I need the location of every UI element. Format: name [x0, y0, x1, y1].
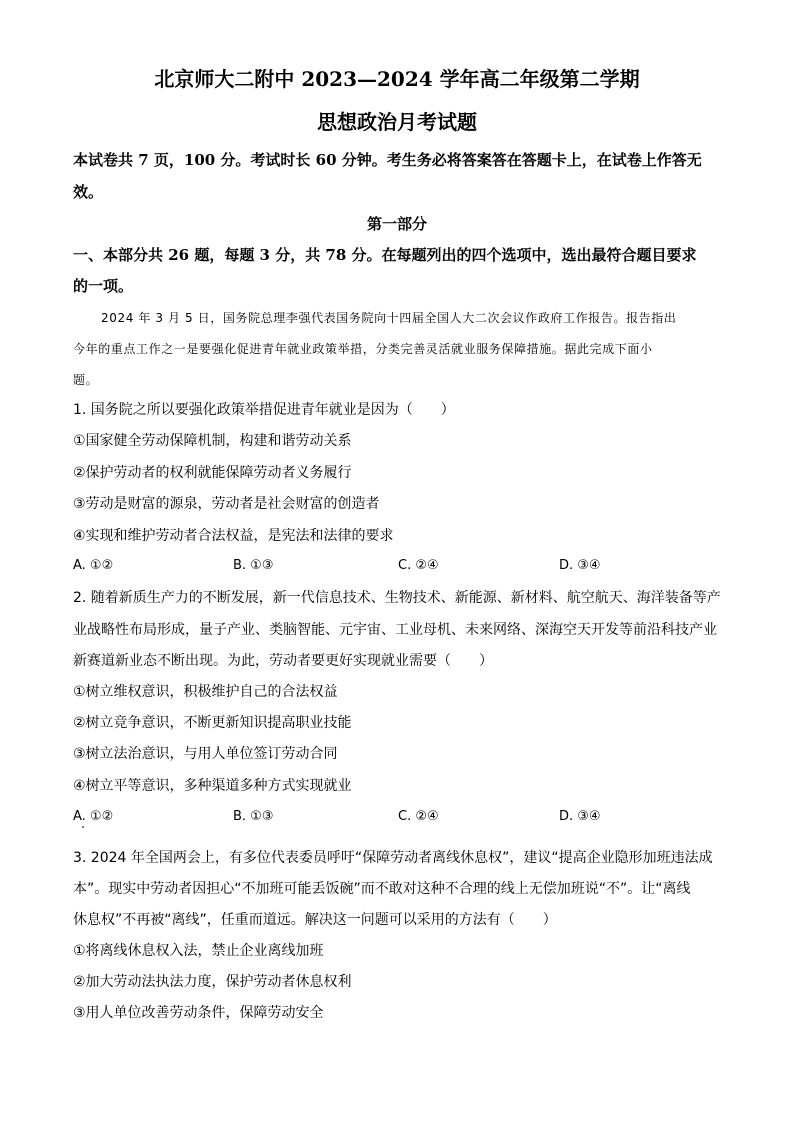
question-1-option-b: B. ①③: [233, 558, 274, 573]
exam-subtitle: 思想政治月考试题: [317, 110, 477, 134]
question-1-item-2: ②保护劳动者的权利就能保障劳动者义务履行: [73, 465, 352, 481]
question-1-option-d: D. ③④: [559, 558, 601, 573]
question-1-item-1: ①国家健全劳动保障机制，构建和谐劳动关系: [73, 433, 352, 449]
question-2-stem-line-1: 2. 随着新质生产力的不断发展，新一代信息技术、生物技术、新能源、新材料、航空航天、海洋装备等产: [73, 590, 721, 606]
question-2-option-a: A. ①②: [73, 809, 114, 824]
passage-line-2: 今年的重点工作之一是要强化促进青年就业政策举措，分类完善灵活就业服务保障措施。据此完成下面小: [73, 342, 653, 356]
question-2-item-3: ③树立法治意识，与用人单位签订劳动合同: [73, 746, 338, 762]
question-3-stem-line-3: 休息权”不再被“离线”，任重而道远。解决这一问题可以采用的方法有（ ）: [73, 912, 557, 928]
question-2-option-b: B. ①③: [233, 809, 274, 824]
instructions-line-1: 本试卷共 7 页，100 分。考试时长 60 分钟。考生务必将答案答在答题卡上，在试卷上作答无: [73, 151, 702, 169]
question-2-option-c: C. ②④: [398, 809, 439, 824]
exam-title: 北京师大二附中 2023—2024 学年高二年级第二学期: [154, 67, 640, 91]
question-3-stem-line-2: 本”。现实中劳动者因担心“不加班可能丢饭碗”而不敢对这种不合理的线上无偿加班说“不”。让“离线: [73, 881, 691, 897]
question-1-item-4: ④实现和维护劳动者合法权益，是宪法和法律的要求: [73, 528, 394, 544]
question-1-stem: 1. 国务院之所以要强化政策举措促进青年就业是因为（ ）: [73, 402, 455, 418]
question-3-stem-line-1: 3. 2024 年全国两会上，有多位代表委员呼吁“保障劳动者离线休息权”，建议“提高企业隐形加班违法成: [73, 850, 713, 866]
question-2-item-4: ④树立平等意识，多种渠道多种方式实现就业: [73, 778, 352, 794]
passage-line-3: 题。: [73, 373, 99, 387]
part-title: 第一部分: [366, 215, 427, 233]
question-1-item-3: ③劳动是财富的源泉，劳动者是社会财富的创造者: [73, 496, 380, 512]
passage-line-1: 2024 年 3 月 5 日，国务院总理李强代表国务院向十四届全国人大二次会议作政府工作报告。报告指出: [101, 311, 677, 325]
question-2-item-1: ①树立维权意识，积极维护自己的合法权益: [73, 684, 338, 700]
question-3-item-1: ①将离线休息权入法，禁止企业离线加班: [73, 943, 324, 959]
question-3-item-3: ③用人单位改善劳动条件，保障劳动安全: [73, 1005, 324, 1021]
question-1-option-a: A. ①②: [73, 558, 114, 573]
question-3-item-2: ②加大劳动法执法力度，保护劳动者休息权利: [73, 974, 352, 990]
question-1-option-c: C. ②④: [398, 558, 439, 573]
question-2-option-d: D. ③④: [559, 809, 601, 824]
section-description-line-2: 的一项。: [73, 277, 134, 295]
question-2-stem-line-2: 业战略性布局形成，量子产业、类脑智能、元宇宙、工业母机、未来网络、深海空天开发等前沿科技产业: [73, 622, 717, 638]
scan-dot-mark: [82, 826, 84, 828]
instructions-line-2: 效。: [73, 183, 104, 201]
question-2-stem-line-3: 新赛道新业态不断出现。为此，劳动者要更好实现就业需要（ ）: [73, 653, 493, 669]
section-description-line-1: 一、本部分共 26 题，每题 3 分，共 78 分。在每题列出的四个选项中，选出最符合题目要求: [73, 246, 697, 264]
question-2-item-2: ②树立竞争意识，不断更新知识提高职业技能: [73, 715, 352, 731]
